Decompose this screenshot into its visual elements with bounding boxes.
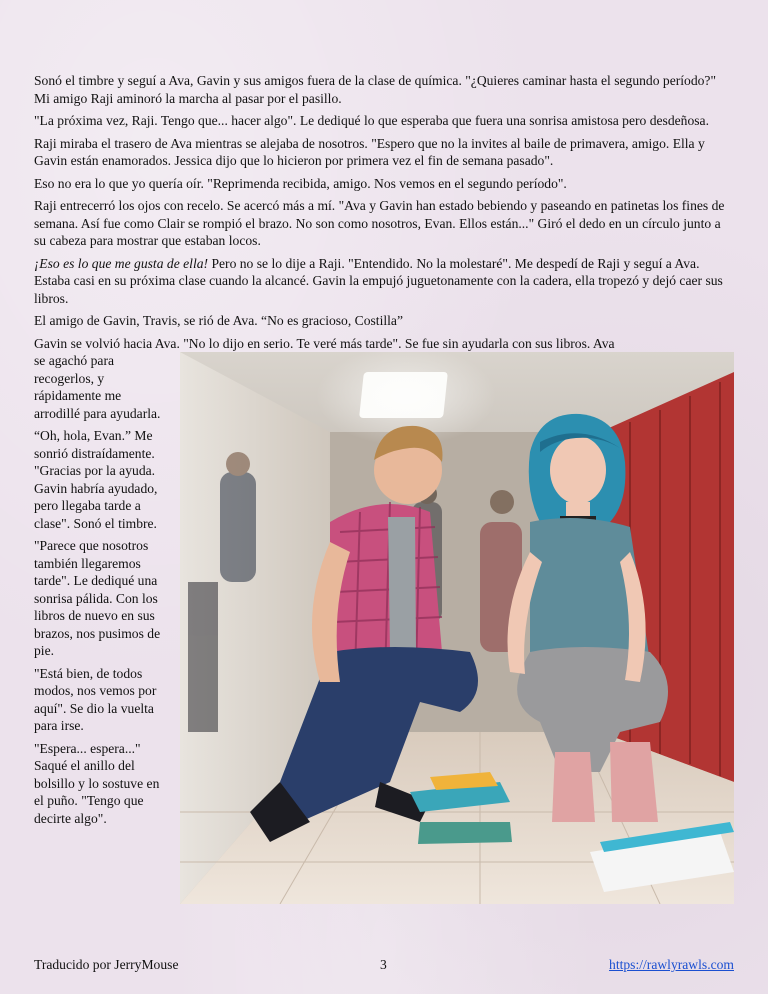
- page-body: [34, 72, 734, 832]
- paragraph: Eso no era lo que yo quería oír. "Reprimenda recibida, amigo. Nos vemos en el segundo período".: [34, 175, 567, 191]
- page-footer: [34, 957, 734, 977]
- paragraph: "Está bien, de todos modos, nos vemos por aquí". Se dio la vuelta para irse.: [34, 665, 157, 733]
- paragraph: “Oh, hola, Evan.” Me sonrió distraídamente. "Gracias por la ayuda. Gavin habría ayudado, pero llegaba tarde a clase". Sonó el timbre.: [34, 428, 158, 531]
- paragraph: [34, 255, 734, 308]
- website-link[interactable]: https://rawlyrawls.com: [609, 957, 734, 972]
- paragraph: Raji miraba el trasero de Ava mientras se alejaba de nosotros. "Espero que no la invites al baile de primavera, amigo. Ella y Gavin están enamorados. Jessica dijo que lo hicieron por primera vez el fin de semana pasado".: [34, 135, 705, 168]
- narrow-column: [34, 352, 166, 827]
- paragraph: El amigo de Gavin, Travis, se rió de Ava. “No es gracioso, Costilla”: [34, 313, 403, 328]
- hallway-scene-svg: [180, 352, 734, 904]
- paragraph-rest: Pero no se lo dije a Raji. "Entendido. No la molestaré". Me despedí de Raji y seguí a Ava. Estaba casi en su próxima clase cuando la alcancé. Gavin la empujó juguetonamente con la cadera, ella tropezó y dejó caer sus libros.: [34, 255, 723, 306]
- text-with-figure: [34, 352, 734, 827]
- paragraph: Raji entrecerró los ojos con recelo. Se acercó más a mí. "Ava y Gavin han estado bebiendo y paseando en patinetas los fines de semana. Así fue como Clair se rompió el brazo. No son como nosotros, Evan. Ellos están..." Giró el dedo en un círculo junto a su cabeza para mostrar que estaban locos.: [34, 198, 725, 248]
- hallway-illustration: [180, 352, 734, 904]
- paragraph: "Espera... espera..." Saqué el anillo del bolsillo y lo sostuve en el puño. "Tengo que decirte algo".: [34, 740, 160, 826]
- page-number: 3: [380, 957, 387, 972]
- paragraph: "La próxima vez, Raji. Tengo que... hacer algo". Le dediqué lo que esperaba que fuera una sonrisa amistosa pero desdeñosa.: [34, 113, 709, 128]
- translator-credit: Traducido por JerryMouse: [34, 957, 179, 972]
- italic-thought: ¡Eso es lo que me gusta de ella!: [34, 255, 209, 271]
- paragraph: "Parece que nosotros también llegaremos tarde". Le dediqué una sonrisa pálida. Con los libros de nuevo en sus brazos, nos pusimos de pie.: [34, 538, 161, 658]
- paragraph: Gavin se volvió hacia Ava. "No lo dijo en serio. Te veré más tarde". Se fue sin ayudarla con sus libros. Ava: [34, 335, 615, 351]
- paragraph: se agachó para recogerlos, y rápidamente me arrodillé para ayudarla.: [34, 353, 161, 421]
- paragraph: Sonó el timbre y seguí a Ava, Gavin y sus amigos fuera de la clase de química. "¿Quieres caminar hasta el segundo período?" Mi amigo Raji aminoró la marcha al pasar por el pasillo.: [34, 73, 717, 106]
